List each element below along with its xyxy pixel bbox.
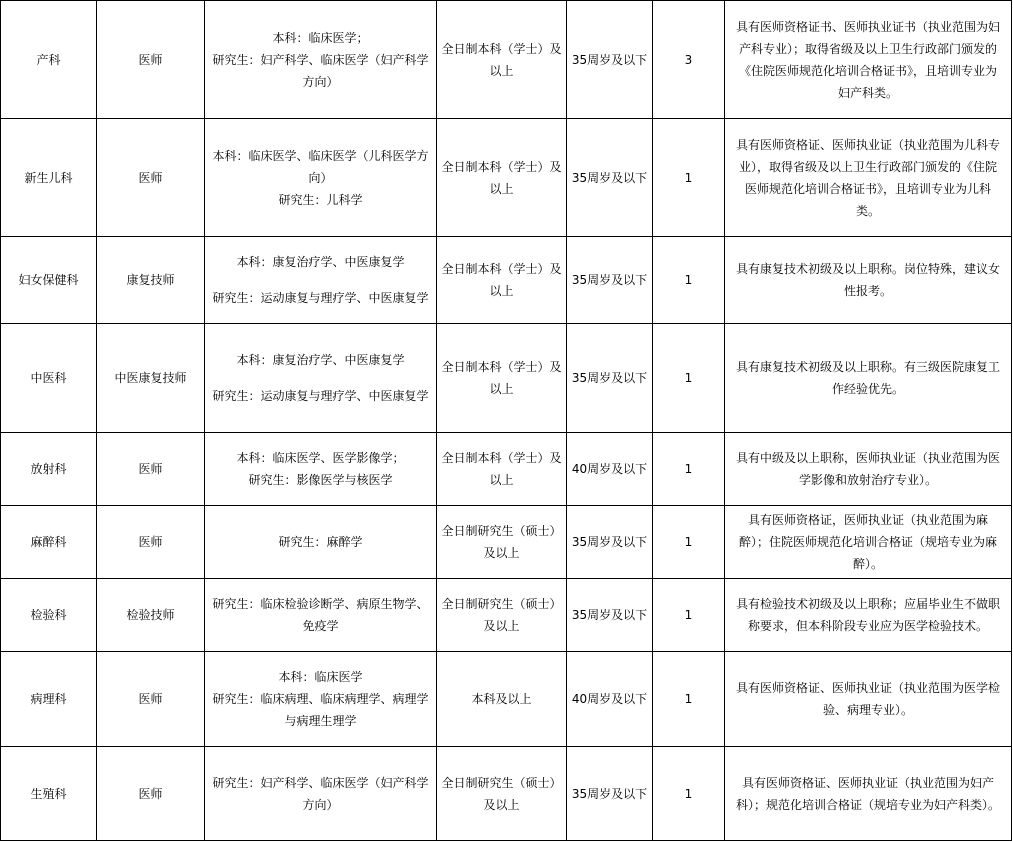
- age-cell: 35周岁及以下: [567, 506, 653, 579]
- count-cell: 3: [653, 1, 725, 119]
- major-line: 研究生：运动康复与理疗学、中医康复学: [212, 291, 429, 305]
- major-line: 本科：临床医学；: [272, 30, 369, 45]
- major-line: 研究生：临床病理、临床病理学、病理学与病理生理学: [212, 692, 429, 728]
- major-line: 本科：康复治疗学、中医康复学: [236, 255, 405, 269]
- position-cell: 医师: [97, 119, 205, 237]
- age-cell: 35周岁及以下: [567, 579, 653, 652]
- education-cell: 全日制研究生（硕士）及以上: [437, 579, 567, 652]
- age-cell: 40周岁及以下: [567, 652, 653, 747]
- education-cell: 全日制研究生（硕士）及以上: [437, 506, 567, 579]
- education-cell: 全日制本科（学士）及以上: [437, 433, 567, 506]
- table-row: [1, 433, 1012, 506]
- age-cell: 35周岁及以下: [567, 747, 653, 841]
- table-row: [1, 324, 1012, 433]
- education-cell: 全日制本科（学士）及以上: [437, 324, 567, 433]
- major-cell: [205, 506, 437, 579]
- dept-cell: 产科: [1, 1, 97, 119]
- count-cell: 1: [653, 506, 725, 579]
- major-line: 研究生：运动康复与理疗学、中医康复学: [212, 389, 429, 403]
- major-line: 研究生：影像医学与核医学: [248, 473, 393, 487]
- major-cell: [205, 119, 437, 237]
- table-row: [1, 119, 1012, 237]
- count-cell: 1: [653, 237, 725, 324]
- table-body: [1, 1, 1012, 841]
- major-cell: [205, 1, 437, 119]
- table-row: [1, 506, 1012, 579]
- dept-cell: 检验科: [1, 579, 97, 652]
- education-cell: 本科及以上: [437, 652, 567, 747]
- age-cell: 35周岁及以下: [567, 237, 653, 324]
- requirement-cell: 具有医师资格证、医师执业证（执业范围为儿科专业），取得省级及以上卫生行政部门颁发的《住院医师规范化培训合格证书》，且培训专业为儿科类。: [725, 119, 1012, 237]
- dept-cell: 中医科: [1, 324, 97, 433]
- position-cell: 中医康复技师: [97, 324, 205, 433]
- table-row: [1, 237, 1012, 324]
- count-cell: 1: [653, 652, 725, 747]
- dept-cell: 新生儿科: [1, 119, 97, 237]
- position-cell: 检验技师: [97, 579, 205, 652]
- major-cell: [205, 579, 437, 652]
- major-cell: [205, 747, 437, 841]
- requirement-cell: 具有中级及以上职称，医师执业证（执业范围为医学影像和放射治疗专业）。: [725, 433, 1012, 506]
- major-cell: [205, 652, 437, 747]
- major-cell: [205, 324, 437, 433]
- position-cell: 医师: [97, 433, 205, 506]
- major-line: 研究生：麻醉学: [278, 535, 363, 549]
- count-cell: 1: [653, 747, 725, 841]
- position-cell: 医师: [97, 652, 205, 747]
- major-line: 本科：临床医学、临床医学（儿科医学方向）: [212, 148, 429, 185]
- education-cell: 全日制本科（学士）及以上: [437, 1, 567, 119]
- requirement-cell: 具有检验技术初级及以上职称；应届毕业生不做职称要求，但本科阶段专业应为医学检验技术。: [725, 579, 1012, 652]
- table-row: [1, 1, 1012, 119]
- requirement-cell: 具有康复技术初级及以上职称。岗位特殊，建议女性报考。: [725, 237, 1012, 324]
- major-line: 研究生：妇产科学、临床医学（妇产科学方向）: [212, 52, 429, 89]
- requirement-cell: 具有康复技术初级及以上职称。有三级医院康复工作经验优先。: [725, 324, 1012, 433]
- count-cell: 1: [653, 119, 725, 237]
- major-line: 研究生：妇产科学、临床医学（妇产科学方向）: [212, 775, 429, 812]
- table-row: [1, 652, 1012, 747]
- major-line: 研究生：临床检验诊断学、病原生物学、免疫学: [212, 597, 429, 633]
- major-cell: [205, 237, 437, 324]
- dept-cell: 麻醉科: [1, 506, 97, 579]
- dept-cell: 妇女保健科: [1, 237, 97, 324]
- age-cell: 35周岁及以下: [567, 1, 653, 119]
- age-cell: 40周岁及以下: [567, 433, 653, 506]
- table-row: [1, 747, 1012, 841]
- count-cell: 1: [653, 579, 725, 652]
- major-line: 研究生：儿科学: [278, 192, 363, 207]
- education-cell: 全日制本科（学士）及以上: [437, 237, 567, 324]
- table-row: [1, 579, 1012, 652]
- dept-cell: 病理科: [1, 652, 97, 747]
- position-cell: 医师: [97, 506, 205, 579]
- dept-cell: 生殖科: [1, 747, 97, 841]
- major-line: 本科：临床医学: [278, 670, 363, 684]
- education-cell: 全日制研究生（硕士）及以上: [437, 747, 567, 841]
- requirement-cell: 具有医师资格证，医师执业证（执业范围为麻醉）；住院医师规范化培训合格证（规培专业为麻醉）。: [725, 506, 1012, 579]
- age-cell: 35周岁及以下: [567, 324, 653, 433]
- major-line: 本科：康复治疗学、中医康复学: [236, 353, 405, 367]
- count-cell: 1: [653, 433, 725, 506]
- requirement-cell: 具有医师资格证书、医师执业证书（执业范围为妇产科专业）；取得省级及以上卫生行政部门颁发的《住院医师规范化培训合格证书》，且培训专业为妇产科类。: [725, 1, 1012, 119]
- education-cell: 全日制本科（学士）及以上: [437, 119, 567, 237]
- major-cell: [205, 433, 437, 506]
- major-line: 本科：临床医学、医学影像学；: [236, 451, 405, 465]
- position-cell: 医师: [97, 747, 205, 841]
- dept-cell: 放射科: [1, 433, 97, 506]
- age-cell: 35周岁及以下: [567, 119, 653, 237]
- position-cell: 康复技师: [97, 237, 205, 324]
- requirement-cell: 具有医师资格证、医师执业证（执业范围为医学检验、病理专业）。: [725, 652, 1012, 747]
- requirement-cell: 具有医师资格证、医师执业证（执业范围为妇产科）；规范化培训合格证（规培专业为妇产科类）。: [725, 747, 1012, 841]
- count-cell: 1: [653, 324, 725, 433]
- position-cell: 医师: [97, 1, 205, 119]
